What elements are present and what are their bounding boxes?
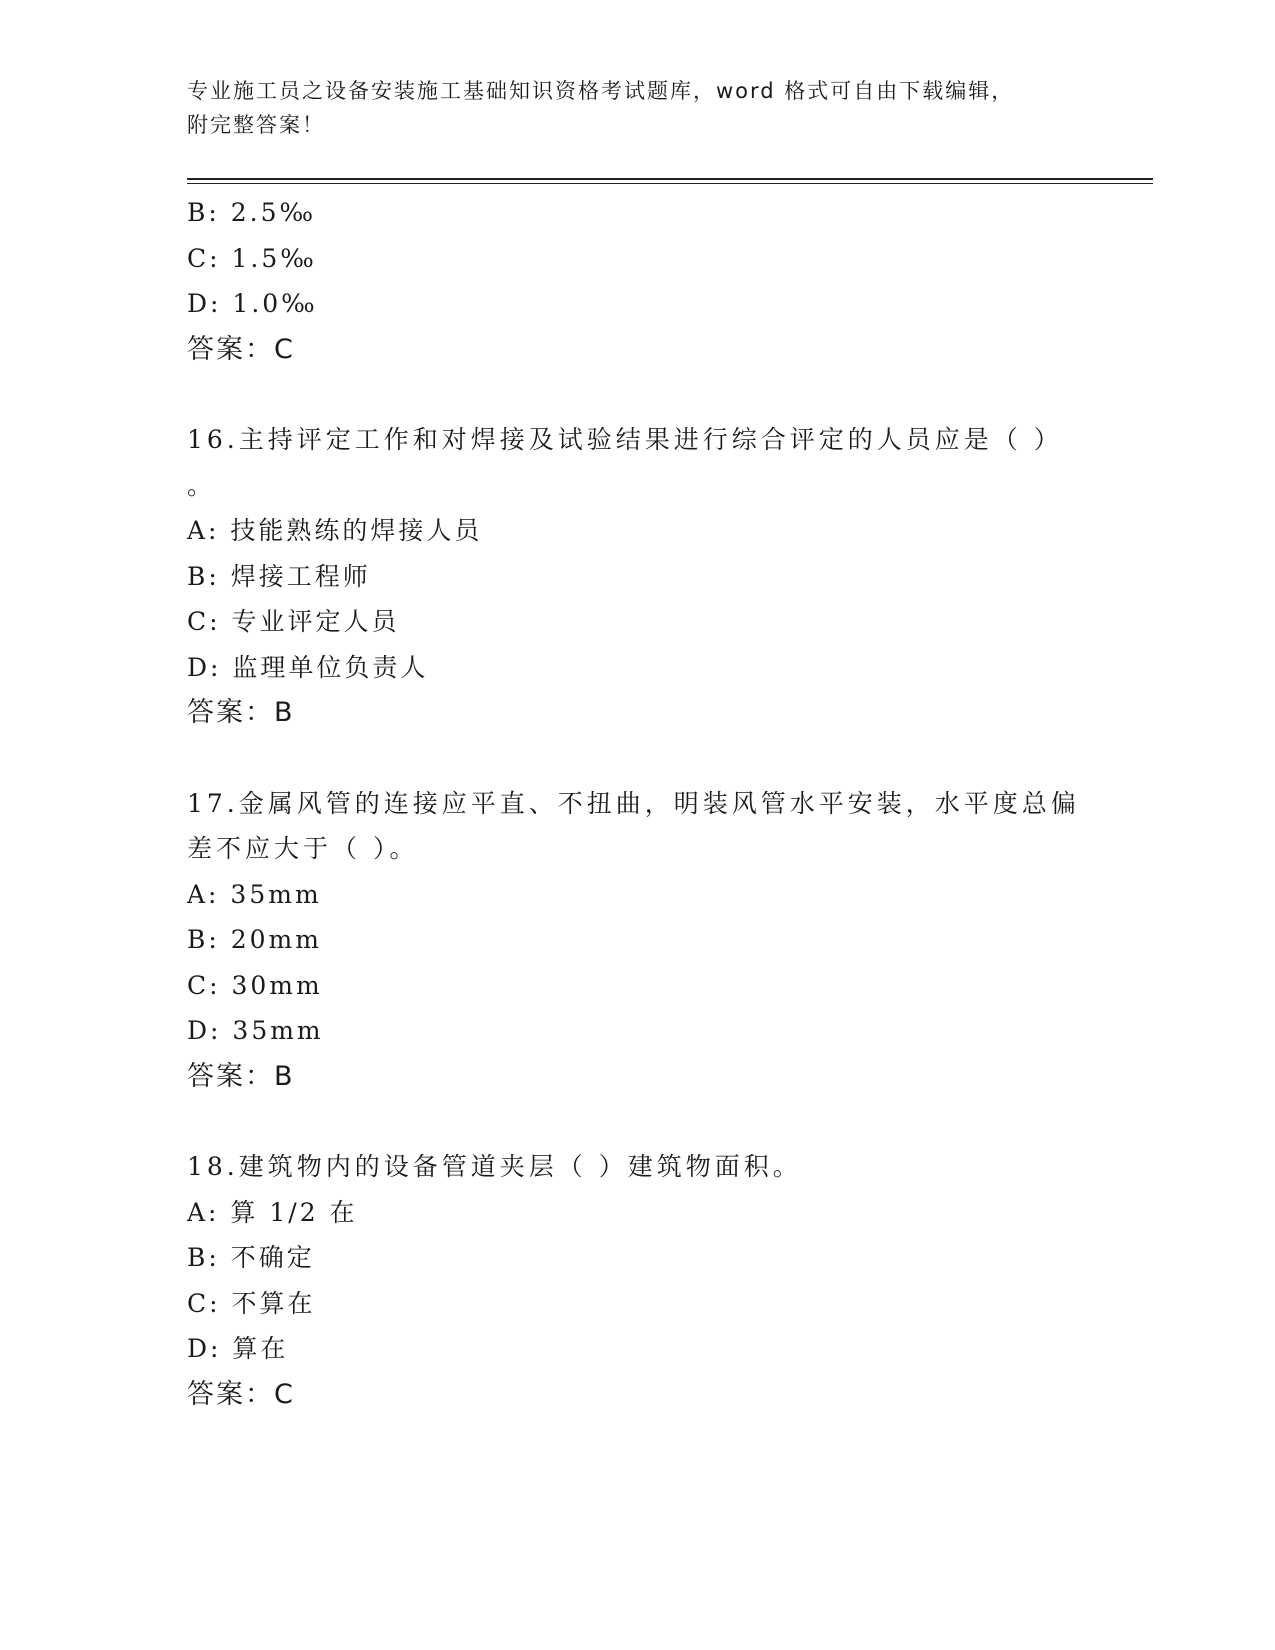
question-text-line: 18.建筑物内的设备管道夹层（ ）建筑物面积。 (187, 1152, 802, 1181)
question-18 (187, 1144, 1107, 1417)
option-c: C: 1.5‰ (187, 243, 317, 273)
header-title-line-2: 附完整答案！ (187, 113, 325, 137)
answer-line: 答案：B (187, 1060, 295, 1092)
option-a: A: 技能熟练的焊接人员 (187, 516, 483, 545)
question-text-line: 17.金属风管的连接应平直、不扭曲，明装风管水平安装，水平度总偏 (187, 788, 1080, 818)
option-d: D: 1.0‰ (187, 289, 318, 318)
option-c: C: 30mm (187, 970, 323, 1000)
option-c: C: 不算在 (187, 1288, 316, 1318)
option-d: D: 算在 (187, 1334, 289, 1363)
answer-line: 答案：C (187, 333, 295, 365)
spacer (187, 736, 1107, 781)
document-header (187, 74, 1087, 142)
question-text-line: 。 (187, 470, 217, 500)
question-content (187, 190, 1107, 1417)
option-d: D: 35mm (187, 1016, 324, 1045)
option-a: A: 算 1/2 在 (187, 1197, 358, 1227)
question-16 (187, 417, 1107, 736)
option-b: B: 不确定 (187, 1243, 315, 1272)
header-divider-thin (187, 183, 1153, 184)
answer-line: 答案：C (187, 1378, 295, 1410)
option-a: A: 35mm (187, 879, 322, 909)
question-17 (187, 781, 1107, 1100)
answer-line: 答案：B (187, 697, 295, 728)
question-text-line: 16.主持评定工作和对焊接及试验结果进行综合评定的人员应是（ ） (187, 425, 1063, 454)
option-b: B: 2.5‰ (187, 198, 317, 227)
option-b: B: 焊接工程师 (187, 561, 371, 591)
option-b: B: 20mm (187, 925, 322, 954)
header-divider-thick (187, 178, 1153, 180)
previous-question-tail (187, 190, 1107, 372)
header-title-line-1: 专业施工员之设备安装施工基础知识资格考试题库，word 格式可自由下载编辑， (187, 79, 1015, 103)
option-c: C: 专业评定人员 (187, 607, 400, 636)
spacer (187, 1099, 1107, 1144)
option-d: D: 监理单位负责人 (187, 652, 429, 682)
spacer (187, 372, 1107, 417)
question-text-line: 差不应大于（ ）。 (187, 834, 419, 863)
